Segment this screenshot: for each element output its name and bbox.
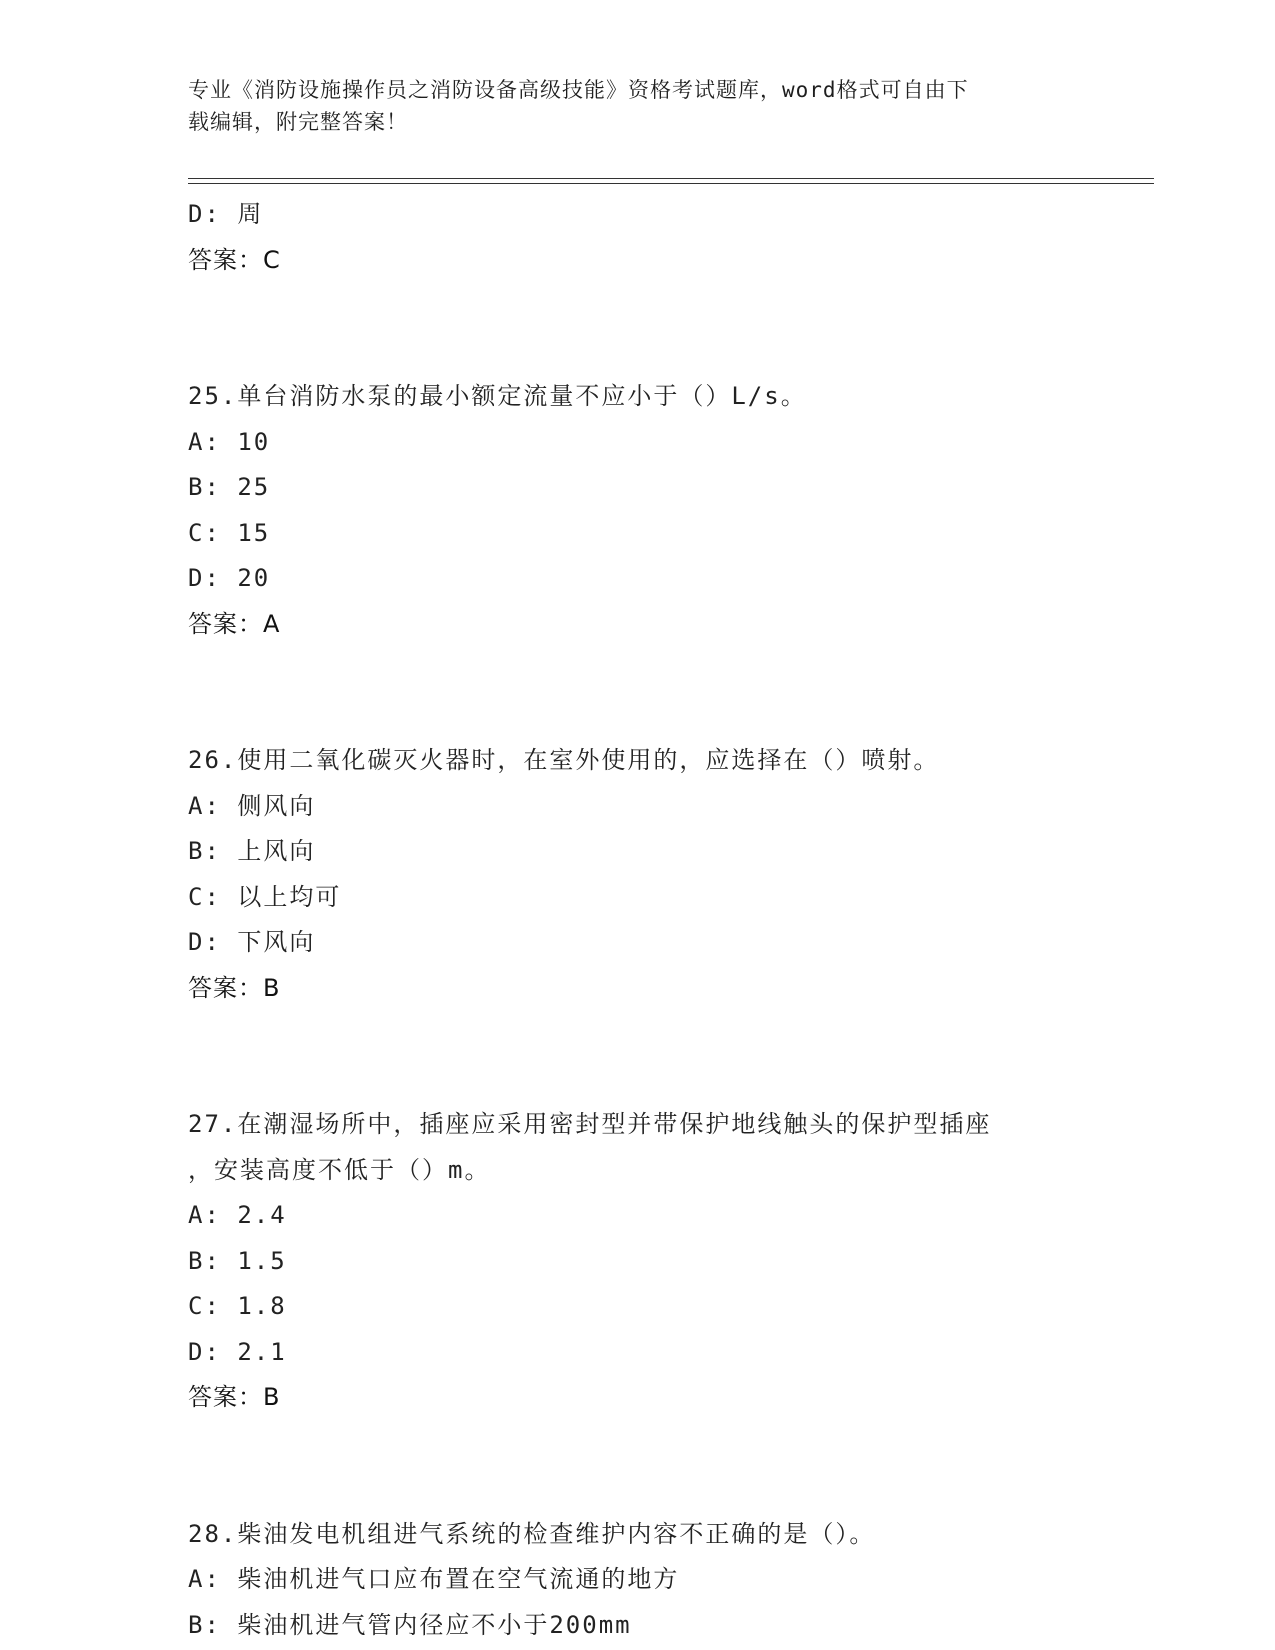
answer-line: 答案：A — [188, 609, 281, 638]
question-25 — [188, 374, 1088, 647]
spacer — [188, 647, 1088, 738]
question-stem: 25.单台消防水泵的最小额定流量不应小于（）L/s。 — [188, 382, 807, 410]
answer-line: 答案：B — [188, 1383, 281, 1411]
option-b: B: 1.5 — [188, 1246, 287, 1275]
answer-line: 答案：B — [188, 973, 281, 1002]
option-d: D: 2.1 — [188, 1337, 287, 1366]
option-a: A: 2.4 — [188, 1201, 287, 1229]
header-divider-bottom — [188, 183, 1154, 184]
spacer — [188, 1421, 1088, 1512]
question-list — [188, 192, 1088, 1648]
spacer — [188, 283, 1088, 374]
question-27 — [188, 1102, 1088, 1421]
option-b: B: 柴油机进气管内径应不小于200mm — [188, 1610, 632, 1639]
option-a: A: 柴油机进气口应布置在空气流通的地方 — [188, 1565, 680, 1593]
header-divider-top — [188, 178, 1154, 179]
option-a: A: 10 — [188, 427, 271, 456]
option-b: B: 25 — [188, 473, 271, 501]
previous-question-tail — [188, 192, 1088, 283]
option-d: D: 下风向 — [188, 928, 316, 956]
spacer — [188, 1011, 1088, 1102]
option-c: C: 1.8 — [188, 1292, 287, 1320]
question-28 — [188, 1512, 1088, 1649]
header-line-1: 专业《消防设施操作员之消防设备高级技能》资格考试题库，word格式可自由下 — [188, 78, 969, 102]
option-d: D: 20 — [188, 564, 271, 592]
option-a: A: 侧风向 — [188, 791, 316, 820]
document-header — [188, 74, 1068, 138]
option-b: B: 上风向 — [188, 837, 316, 865]
option-c: C: 15 — [188, 518, 271, 547]
answer-line: 答案：C — [188, 245, 281, 274]
option-d: D: 周 — [188, 200, 264, 228]
header-line-2: 载编辑，附完整答案！ — [188, 110, 408, 134]
question-stem: 28.柴油发电机组进气系统的检查维护内容不正确的是（）。 — [188, 1519, 876, 1548]
option-c: C: 以上均可 — [188, 882, 342, 911]
question-stem: 26.使用二氧化碳灭火器时，在室外使用的，应选择在（）喷射。 — [188, 746, 940, 774]
question-stem-line-2: ，安装高度不低于（）m。 — [188, 1155, 491, 1184]
question-stem-line-1: 27.在潮湿场所中，插座应采用密封型并带保护地线触头的保护型插座 — [188, 1110, 992, 1138]
question-26 — [188, 738, 1088, 1011]
